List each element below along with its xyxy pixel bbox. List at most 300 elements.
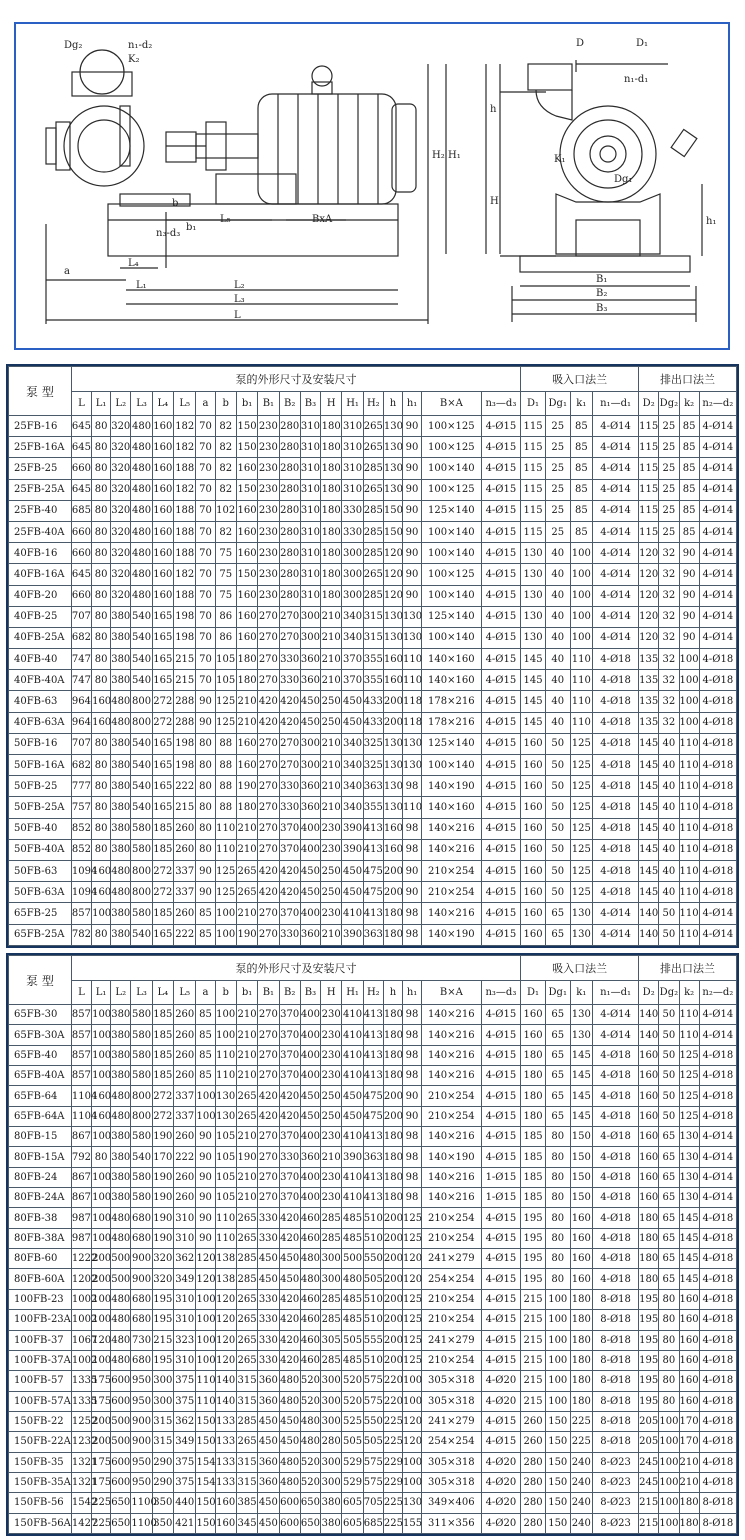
table-cell: 180 (321, 585, 342, 606)
table-cell: 130 (383, 416, 402, 437)
table-cell: 80 (196, 797, 215, 818)
label-l3: L₃ (234, 294, 245, 305)
table-cell: 8-Ø18 (593, 1310, 639, 1330)
table-cell: 280 (521, 1472, 546, 1492)
table-cell: 98 (403, 903, 422, 924)
table-cell: 315 (363, 627, 383, 648)
table-cell: 420 (279, 1289, 300, 1309)
pump-model-cell: 50FB-40A (9, 839, 72, 860)
column-header: D₂ (639, 981, 659, 1005)
table-cell: 580 (131, 839, 152, 860)
table-cell: 70 (196, 649, 215, 670)
table-cell: 180 (521, 1066, 546, 1086)
table-cell: 160 (679, 1371, 699, 1391)
column-header: H₁ (342, 981, 363, 1005)
table-cell: 25 (545, 437, 570, 458)
table-row (9, 797, 737, 818)
table-row (9, 416, 737, 437)
table-cell: 280 (521, 1452, 546, 1472)
table-cell: 272 (152, 860, 173, 881)
table-cell: 90 (403, 521, 422, 542)
table-cell: 98 (403, 818, 422, 839)
table-cell: 230 (321, 1045, 342, 1065)
table-cell: 4-Ø15 (481, 733, 521, 754)
table-cell: 110 (679, 903, 699, 924)
table-cell: 265 (236, 1086, 257, 1106)
table-cell: 310 (174, 1350, 196, 1370)
table-cell: 580 (131, 1025, 152, 1045)
table-cell: 180 (321, 564, 342, 585)
table-cell: 65 (659, 1147, 679, 1167)
table-cell: 180 (570, 1350, 592, 1370)
table-cell: 225 (383, 1513, 402, 1533)
table-cell: 25 (659, 416, 679, 437)
table-cell: 154 (196, 1472, 215, 1492)
table-cell: 4-Ø15 (481, 712, 521, 733)
table-cell: 85 (679, 500, 699, 521)
table-cell: 4-Ø15 (481, 1350, 521, 1370)
table-cell: 165 (152, 924, 173, 946)
table-cell: 130 (383, 606, 402, 627)
table-cell: 4-Ø20 (481, 1371, 521, 1391)
table-cell: 85 (570, 500, 592, 521)
table-cell: 8-Ø18 (593, 1411, 639, 1431)
table-cell: 480 (111, 1228, 131, 1248)
table-cell: 310 (300, 437, 320, 458)
table-cell: 800 (131, 712, 152, 733)
table-cell: 40 (545, 670, 570, 691)
column-header: D₂ (639, 392, 659, 416)
table-cell: 70 (196, 416, 215, 437)
table-cell: 70 (196, 437, 215, 458)
table-cell: 320 (152, 1249, 173, 1269)
table-cell: 85 (570, 521, 592, 542)
table-cell: 480 (131, 416, 152, 437)
table-cell: 25 (545, 500, 570, 521)
table-cell: 80 (545, 1167, 570, 1187)
table-cell: 160 (639, 1127, 659, 1147)
table-cell: 140 (215, 1391, 236, 1411)
table-cell: 580 (131, 1066, 152, 1086)
table-cell: 520 (300, 1391, 320, 1411)
table-cell: 280 (279, 479, 300, 500)
table-cell: 370 (279, 1188, 300, 1208)
table-cell: 680 (131, 1350, 152, 1370)
table-cell: 160 (639, 1147, 659, 1167)
table-cell: 100 (679, 712, 699, 733)
table-cell: 80 (92, 649, 111, 670)
table-cell: 90 (403, 585, 422, 606)
table-cell: 310 (300, 500, 320, 521)
table-cell: 145 (570, 1045, 592, 1065)
table-cell: 315 (152, 1411, 173, 1431)
table-cell: 4-Ø15 (481, 691, 521, 712)
table-cell: 285 (363, 458, 383, 479)
table-cell: 25 (545, 458, 570, 479)
table-cell: 222 (174, 1147, 196, 1167)
table-cell: 133 (215, 1432, 236, 1452)
table-cell: 600 (111, 1371, 131, 1391)
table-cell: 4-Ø15 (481, 1432, 521, 1452)
table-cell: 80 (545, 1249, 570, 1269)
pump-model-cell: 80FB-38A (9, 1228, 72, 1248)
table-cell: 4-Ø15 (481, 1269, 521, 1289)
table-cell: 375 (174, 1452, 196, 1472)
table-cell: 98 (403, 839, 422, 860)
table-cell: 190 (152, 1127, 173, 1147)
pump-model-cell: 40FB-25A (9, 627, 72, 648)
table-cell: 125 (679, 1066, 699, 1086)
table-cell: 480 (342, 1269, 363, 1289)
table-cell: 145 (679, 1208, 699, 1228)
table-cell: 100 (92, 1025, 111, 1045)
table-cell: 210 (236, 712, 257, 733)
column-header: L₅ (174, 392, 196, 416)
table-cell: 160 (639, 1066, 659, 1086)
table-cell: 380 (111, 903, 131, 924)
table-cell: 80 (92, 797, 111, 818)
table-cell: 185 (521, 1167, 546, 1187)
table-cell: 450 (300, 1106, 320, 1126)
table-cell: 50 (545, 839, 570, 860)
table-cell: 450 (300, 882, 320, 903)
table-cell: 85 (196, 903, 215, 924)
table-cell: 4-Ø15 (481, 818, 521, 839)
table-cell: 4-Ø15 (481, 627, 521, 648)
table-cell: 120 (215, 1310, 236, 1330)
header-inlet-group: 吸入口法兰 (521, 956, 639, 981)
table-cell: 40 (659, 797, 679, 818)
table-cell: 480 (111, 1330, 131, 1350)
table-cell: 362 (174, 1249, 196, 1269)
table-cell: 180 (383, 1045, 402, 1065)
table-cell: 80 (92, 839, 111, 860)
table-cell: 215 (521, 1391, 546, 1411)
table-cell: 857 (71, 1066, 91, 1086)
table-cell: 4-Ø18 (593, 1045, 639, 1065)
table-row (9, 1045, 737, 1065)
table-cell: 480 (111, 1106, 131, 1126)
table-cell: 987 (71, 1208, 91, 1228)
table-cell: 180 (383, 903, 402, 924)
table-cell: 800 (131, 860, 152, 881)
table-cell: 140×190 (422, 776, 482, 797)
table-cell: 230 (258, 416, 279, 437)
table-cell: 100 (196, 1289, 215, 1309)
table-cell: 210 (236, 1188, 257, 1208)
table-cell: 500 (111, 1432, 131, 1452)
table-cell: 300 (342, 543, 363, 564)
table-cell: 160 (521, 924, 546, 946)
table-cell: 4-Ø14 (699, 1127, 736, 1147)
table-cell: 420 (279, 1330, 300, 1350)
table-cell: 485 (342, 1208, 363, 1228)
table-cell: 310 (342, 479, 363, 500)
table-cell: 270 (258, 1045, 279, 1065)
table-cell: 4-Ø18 (699, 1472, 736, 1492)
table-cell: 140×216 (422, 1025, 482, 1045)
pump-model-cell: 40FB-63 (9, 691, 72, 712)
table-cell: 160 (383, 649, 402, 670)
table-cell: 88 (215, 776, 236, 797)
column-header: a (196, 392, 215, 416)
table-cell: 4-Ø14 (593, 564, 639, 585)
table-cell: 130 (383, 776, 402, 797)
table-cell: 380 (111, 1025, 131, 1045)
table-cell: 8-Ø18 (593, 1350, 639, 1370)
table-cell: 210 (321, 627, 342, 648)
table-cell: 4-Ø15 (481, 1025, 521, 1045)
table-cell: 747 (71, 670, 91, 691)
table-cell: 125 (403, 1330, 422, 1350)
column-header: L₁ (92, 981, 111, 1005)
table-cell: 270 (279, 755, 300, 776)
table-cell: 4-Ø18 (699, 1208, 736, 1228)
table-cell: 82 (215, 479, 236, 500)
table-cell: 660 (71, 521, 91, 542)
table-cell: 198 (174, 733, 196, 754)
table-cell: 4-Ø15 (481, 1106, 521, 1126)
table-cell: 290 (152, 1472, 173, 1492)
front-base (520, 256, 690, 272)
table-cell: 4-Ø18 (593, 733, 639, 754)
table-cell: 140×160 (422, 797, 482, 818)
table-cell: 4-Ø14 (699, 500, 736, 521)
table-cell: 310 (174, 1289, 196, 1309)
table-cell: 65 (545, 924, 570, 946)
table-cell: 230 (258, 564, 279, 585)
column-header: B×A (422, 981, 482, 1005)
table-cell: 4-Ø18 (699, 860, 736, 881)
table-cell: 550 (363, 1249, 383, 1269)
table-cell: 400 (300, 1066, 320, 1086)
table-cell: 125×140 (422, 733, 482, 754)
table-cell: 98 (403, 1147, 422, 1167)
table-cell: 178×216 (422, 691, 482, 712)
header-outlet-group: 排出口法兰 (639, 956, 737, 981)
table-cell: 340 (342, 797, 363, 818)
table-cell: 520 (300, 1472, 320, 1492)
table-cell: 125 (570, 797, 592, 818)
table-cell: 265 (236, 1310, 257, 1330)
table-cell: 230 (258, 458, 279, 479)
table-cell: 100 (570, 627, 592, 648)
table-cell: 330 (279, 924, 300, 946)
table-cell: 575 (363, 1391, 383, 1411)
table-cell: 150 (196, 1493, 215, 1513)
table-cell: 707 (71, 733, 91, 754)
table-cell: 413 (363, 1127, 383, 1147)
table-cell: 380 (111, 1066, 131, 1086)
table-cell: 285 (236, 1411, 257, 1431)
table-cell: 130 (570, 1025, 592, 1045)
table-cell: 350 (152, 1513, 173, 1533)
table-cell: 100 (679, 691, 699, 712)
table-cell: 4-Ø18 (593, 1188, 639, 1208)
table-cell: 32 (659, 564, 679, 585)
table-cell: 330 (258, 1310, 279, 1330)
table-cell: 210 (236, 1167, 257, 1187)
table-cell: 80 (92, 818, 111, 839)
table-cell: 125 (215, 860, 236, 881)
table-cell: 310 (300, 521, 320, 542)
table-cell: 4-Ø18 (699, 1452, 736, 1472)
table-cell: 100×140 (422, 458, 482, 479)
table-cell: 1104 (71, 1106, 91, 1126)
table-cell: 240 (570, 1493, 592, 1513)
column-header: k₁ (570, 981, 592, 1005)
table-cell: 305×318 (422, 1391, 482, 1411)
table-cell: 300 (300, 627, 320, 648)
table-cell: 300 (321, 1391, 342, 1411)
table-cell: 160 (152, 585, 173, 606)
table-cell: 230 (258, 543, 279, 564)
table-row (9, 839, 737, 860)
table-cell: 480 (111, 1350, 131, 1370)
table-cell: 4-Ø18 (593, 712, 639, 733)
table-cell: 25 (545, 479, 570, 500)
table-cell: 230 (258, 437, 279, 458)
table-cell: 1002 (71, 1350, 91, 1370)
table-cell: 180 (383, 1188, 402, 1208)
table-cell: 260 (174, 1005, 196, 1025)
table-cell: 285 (363, 543, 383, 564)
label-l2: L₂ (234, 280, 245, 291)
table-cell: 420 (258, 1086, 279, 1106)
pump-model-cell: 80FB-15A (9, 1147, 72, 1167)
table-cell: 1067 (71, 1330, 91, 1350)
pump-model-cell: 50FB-40 (9, 818, 72, 839)
column-header: k₂ (679, 981, 699, 1005)
table-cell: 320 (111, 564, 131, 585)
table-cell: 80 (92, 585, 111, 606)
column-header: B₂ (279, 392, 300, 416)
table-row (9, 649, 737, 670)
table-cell: 110 (570, 691, 592, 712)
table-cell: 160 (521, 1005, 546, 1025)
table-cell: 110 (215, 1228, 236, 1248)
table-cell: 4-Ø18 (593, 649, 639, 670)
table-cell: 110 (570, 712, 592, 733)
table-cell: 4-Ø15 (481, 416, 521, 437)
column-header: k₂ (679, 392, 699, 416)
table-cell: 98 (403, 776, 422, 797)
table-cell: 82 (215, 416, 236, 437)
table-cell: 180 (236, 670, 257, 691)
table-cell: 800 (131, 1106, 152, 1126)
table-cell: 285 (363, 500, 383, 521)
table-cell: 90 (679, 585, 699, 606)
table-cell: 85 (196, 1066, 215, 1086)
table-cell: 133 (215, 1452, 236, 1472)
table-cell: 40 (545, 691, 570, 712)
table-cell: 100 (570, 585, 592, 606)
table-cell: 420 (279, 1208, 300, 1228)
table-cell: 40 (545, 627, 570, 648)
table-cell: 222 (174, 924, 196, 946)
table-cell: 90 (403, 416, 422, 437)
table-cell: 1232 (71, 1432, 91, 1452)
label-b: b (172, 198, 179, 209)
table-cell: 145 (679, 1228, 699, 1248)
table-cell: 150 (570, 1127, 592, 1147)
table-cell: 285 (236, 1269, 257, 1289)
table-cell: 480 (131, 500, 152, 521)
table-cell: 300 (321, 1452, 342, 1472)
table-cell: 540 (131, 670, 152, 691)
table-row (9, 776, 737, 797)
table-cell: 1427 (71, 1513, 91, 1533)
table-cell: 241×279 (422, 1330, 482, 1350)
table-cell: 102 (215, 500, 236, 521)
table-cell: 88 (215, 797, 236, 818)
table-cell: 540 (131, 627, 152, 648)
table-cell: 215 (174, 670, 196, 691)
table-cell: 375 (174, 1371, 196, 1391)
table-cell: 413 (363, 1167, 383, 1187)
table-cell: 185 (521, 1188, 546, 1208)
table-cell: 120 (92, 1330, 111, 1350)
table-cell: 380 (321, 1513, 342, 1533)
table-cell: 160 (521, 839, 546, 860)
table-cell: 160 (570, 1208, 592, 1228)
table-cell: 330 (258, 1228, 279, 1248)
table-cell: 190 (152, 1208, 173, 1228)
table-cell: 32 (659, 627, 679, 648)
table-cell: 340 (342, 627, 363, 648)
table-cell: 140 (215, 1371, 236, 1391)
table-cell: 130 (570, 903, 592, 924)
table-cell: 160 (236, 585, 257, 606)
table-cell: 229 (383, 1472, 402, 1492)
table-cell: 160 (679, 1310, 699, 1330)
pump-technical-drawing (16, 24, 728, 348)
label-dg2: Dg₂ (64, 40, 83, 51)
table-cell: 315 (363, 606, 383, 627)
table-cell: 4-Ø20 (481, 1493, 521, 1513)
table-cell: 650 (111, 1493, 131, 1513)
table-cell: 110 (679, 818, 699, 839)
table-cell: 575 (363, 1371, 383, 1391)
table-row (9, 1188, 737, 1208)
table-cell: 270 (258, 1167, 279, 1187)
table-cell: 4-Ø18 (699, 733, 736, 754)
table-cell: 340 (342, 606, 363, 627)
table-cell: 150 (196, 1432, 215, 1452)
table-row (9, 1025, 737, 1045)
table-cell: 210×254 (422, 1228, 482, 1248)
table-cell: 4-Ø14 (699, 458, 736, 479)
table-cell: 100 (215, 1025, 236, 1045)
table-cell: 75 (215, 564, 236, 585)
table-cell: 4-Ø18 (699, 1432, 736, 1452)
table-cell: 110 (215, 818, 236, 839)
table-cell: 80 (92, 543, 111, 564)
table-cell: 145 (639, 733, 659, 754)
table-cell: 230 (321, 839, 342, 860)
table-cell: 160 (215, 1513, 236, 1533)
table-cell: 370 (279, 1066, 300, 1086)
table-cell: 100 (403, 1371, 422, 1391)
table-cell: 195 (639, 1350, 659, 1370)
table-cell: 150 (383, 500, 402, 521)
table-cell: 380 (111, 1045, 131, 1065)
table-cell: 867 (71, 1127, 91, 1147)
table-cell: 175 (92, 1452, 111, 1472)
table-row (9, 1452, 737, 1472)
table-cell: 90 (403, 1086, 422, 1106)
table-row (9, 1289, 737, 1309)
